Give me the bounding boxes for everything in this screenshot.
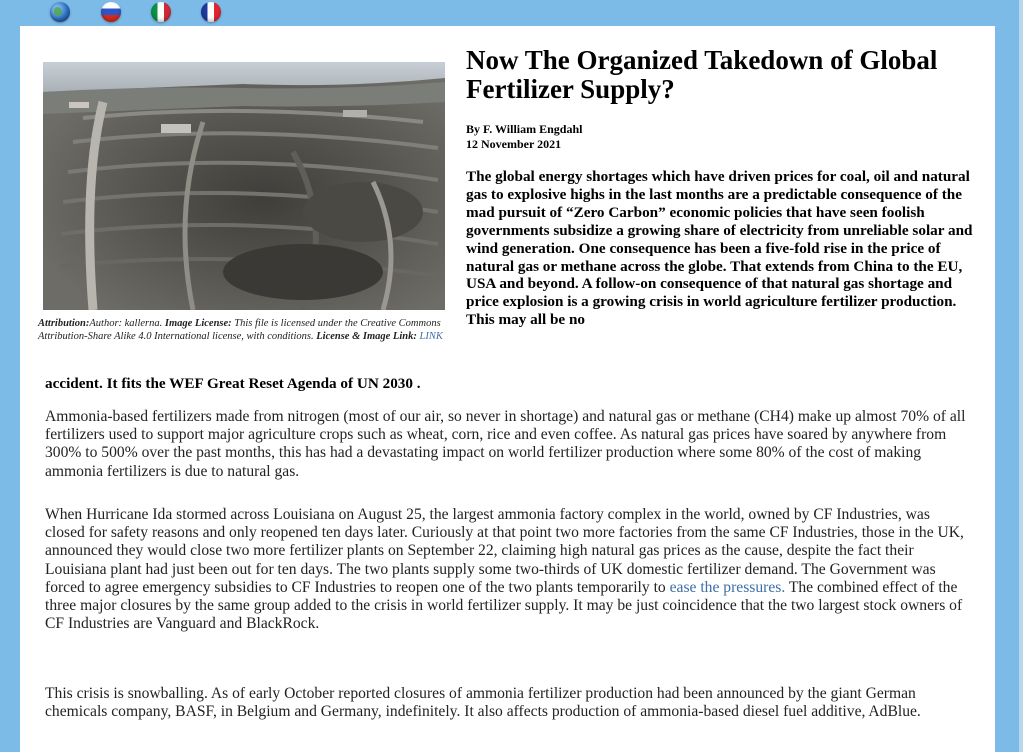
body-paragraph-2 [45, 506, 970, 633]
body-paragraph-3: This crisis is snowballing. As of early October reported closures of ammonia fertilizer production had been announced by the giant German chemicals company, BASF, in Belgium and Germany, indefinitely. It also affects production of ammonia-based diesel fuel additive, AdBlue. [45, 685, 921, 721]
attribution-label: Attribution: [38, 318, 90, 329]
article-page [20, 26, 995, 752]
italy-flag-icon[interactable] [151, 2, 171, 22]
attribution-text: Author: kallerna. [89, 318, 163, 329]
body-paragraph-1: Ammonia-based fertilizers made from nitrogen (most of our air, so never in shortage) and natural gas or methane (CH4) make up almost 70% of all fertilizers used to support major agriculture crops such as wheat, corn, rice and even coffee. As natural gas prices have soared by anywhere from 300% to 500% over the past months, this has had a devastating impact on world fertilizer production where some 80% of the cost of making ammonia fertilizers is due to natural gas. [45, 408, 966, 480]
globe-icon[interactable] [50, 2, 70, 22]
author: By F. William Engdahl [466, 122, 583, 136]
ease-the-pressures-link[interactable]: ease the pressures. [669, 578, 786, 596]
image-license-label: Image License: [164, 318, 232, 329]
image-caption [38, 317, 448, 343]
lead-paragraph: The global energy shortages which have driven prices for coal, oil and natural gas to explosive highs in the last months are a predictable consequence of the mad pursuit of “Zero Carbon” economic policies that have seen foolish governments subsidize a growing share of electricity from unreliable solar and wind generation. One consequence has been a five-fold rise in the price of natural gas or methane across the globe. That extends from China to the EU, USA and beyond. A follow-on consequence of that natural gas shortage and price explosion is a growing crisis in world agriculture fertilizer production. This may all be no [466, 168, 973, 329]
paragraph-2-text-start: When Hurricane Ida stormed across Louisiana on August 25, the largest ammonia factory complex in the world, owned by CF Industries, was closed for safety reasons and only reopened ten days later. Curiously at that point two more factories from the same CF Industries, those in the UK, announced they would close two more fertilizer plants on September 22, claiming high natural gas prices as the cause, despite the fact their Louisiana plant had just been out for ten days. The two plants supply some two-thirds of UK domestic fertilizer demand. The Government was forced to agree emergency subsidies to CF Industries to reopen one of the two plants temporarily to [45, 506, 964, 596]
scrollbar-edge [1016, 0, 1023, 752]
language-bar [0, 0, 1023, 26]
article-title: Now The Organized Takedown of Global Fertilizer Supply? [466, 45, 938, 104]
lead-paragraph-continued: accident. It fits the WEF Great Reset Agenda of UN 2030 . [45, 375, 421, 392]
russia-flag-icon[interactable] [101, 2, 121, 22]
image-license-text: This file is licensed under the Creative Commons Attribution-Share Alike 4.0 International license, with conditions. [38, 318, 441, 342]
license-link-label: License & Image Link: [316, 331, 417, 342]
open-pit-mine-photo [43, 62, 445, 310]
paragraph-2-text-end: The combined effect of the three major closures by the same group added to the crisis in world fertilizer supply. It may be just coincidence that the two largest stock owners of CF Industries are Vanguard and BlackRock. [45, 578, 963, 633]
publish-date: 12 November 2021 [466, 137, 562, 151]
license-link[interactable]: LINK [419, 331, 443, 342]
france-flag-icon[interactable] [201, 2, 221, 22]
byline [466, 122, 766, 152]
